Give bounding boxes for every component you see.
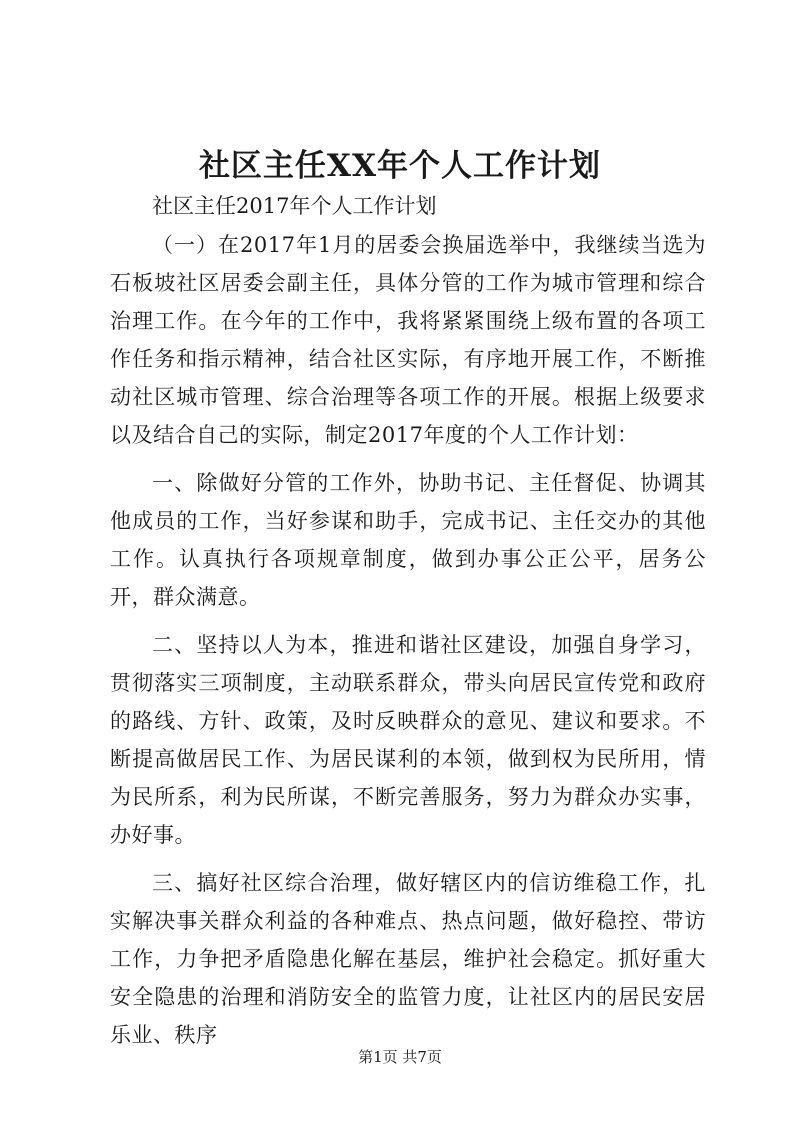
paragraph-intro: （一）在2017年1月的居委会换届选举中，我继续当选为石板坡社区居委会副主任，具体分管的工作为城市管理和综合治理工作。在今年的工作中，我将紧紧围绕上级布置的各项工作任务和指示精神，结合社区实际，有序地开展工作，不断推动社区城市管理、综合治理等各项工作的开展。根据上级要求以及结合自己的实际，制定2017年度的个人工作计划： bbox=[110, 233, 706, 447]
document-title: 社区主任XX年个人工作计划 bbox=[198, 148, 602, 184]
paragraph-item-1: 一、除做好分管的工作外，协助书记、主任督促、协调其他成员的工作，当好参谋和助手，完成书记、主任交办的其他工作。认真执行各项规章制度，做到办事公正公平，居务公开，群众满意。 bbox=[110, 471, 706, 609]
page-number-footer: 第1页 共7页 bbox=[358, 1048, 442, 1066]
paragraph-item-3: 三、搞好社区综合治理，做好辖区内的信访维稳工作，扎实解决事关群众利益的各种难点、热点问题，做好稳控、带访工作，力争把矛盾隐患化解在基层，维护社会稳定。抓好重大安全隐患的治理和消防安全的监管力度，让社区内的居民安居乐业、秩序 bbox=[110, 871, 706, 1047]
document-subtitle: 社区主任2017年个人工作计划 bbox=[152, 194, 437, 218]
paragraph-item-2: 二、坚持以人为本，推进和谐社区建设，加强自身学习，贯彻落实三项制度，主动联系群众，带头向居民宣传党和政府的路线、方针、政策，及时反映群众的意见、建议和要求。不断提高做居民工作、为居民谋利的本领，做到权为民所用，情为民所系，利为民所谋，不断完善服务，努力为群众办实事，办好事。 bbox=[110, 633, 706, 847]
document-body bbox=[110, 226, 706, 1064]
